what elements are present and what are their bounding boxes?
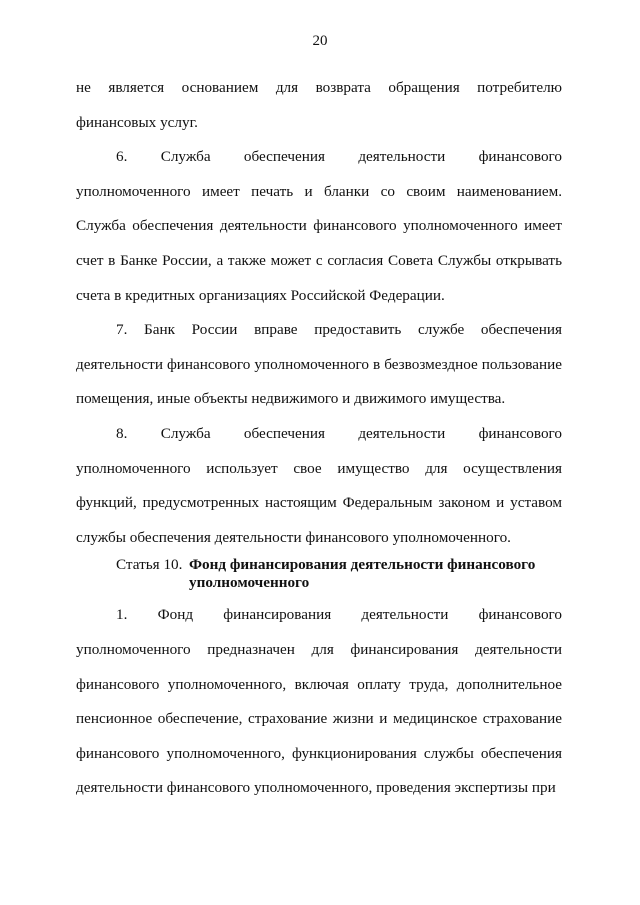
paragraph-item-1: 1. Фонд финансирования деятельности финансового уполномоченного предназначен для финансирования деятельности финансового уполномоченного, включая оплату труда, дополнительное пенсионное обеспечение, страхование жизни и медицинское страхование финансового уполномоченного, функционирования службы обеспечения деятельности финансового уполномоченного, проведения экспертизы при (76, 606, 562, 797)
paragraph-item-8: 8. Служба обеспечения деятельности финансового уполномоченного использует свое имущество для осуществления функций, предусмотренных настоящим Федеральным законом и уставом службы обеспечения деятельности финансового уполномоченного. (76, 424, 562, 546)
article-heading (116, 556, 562, 592)
document-body (76, 71, 562, 806)
paragraph-item-7: 7. Банк России вправе предоставить службе обеспечения деятельности финансового уполномоченного в безвозмездное пользование помещения, иные объекты недвижимого и движимого имущества. (76, 321, 562, 408)
article-title: Фонд финансирования деятельности финансового уполномоченного (189, 556, 536, 592)
paragraph-continuation: не является основанием для возврата обращения потребителю финансовых услуг. (76, 79, 562, 131)
page-number: 20 (312, 33, 328, 49)
article-number: Статья 10. (116, 556, 183, 574)
paragraph-item-6: 6. Служба обеспечения деятельности финансового уполномоченного имеет печать и бланки со своим наименованием. Служба обеспечения деятельности финансового уполномоченного имеет счет в Банке России, а также может с согласия Совета Службы открывать счета в кредитных организациях Российской Федерации. (76, 148, 562, 304)
